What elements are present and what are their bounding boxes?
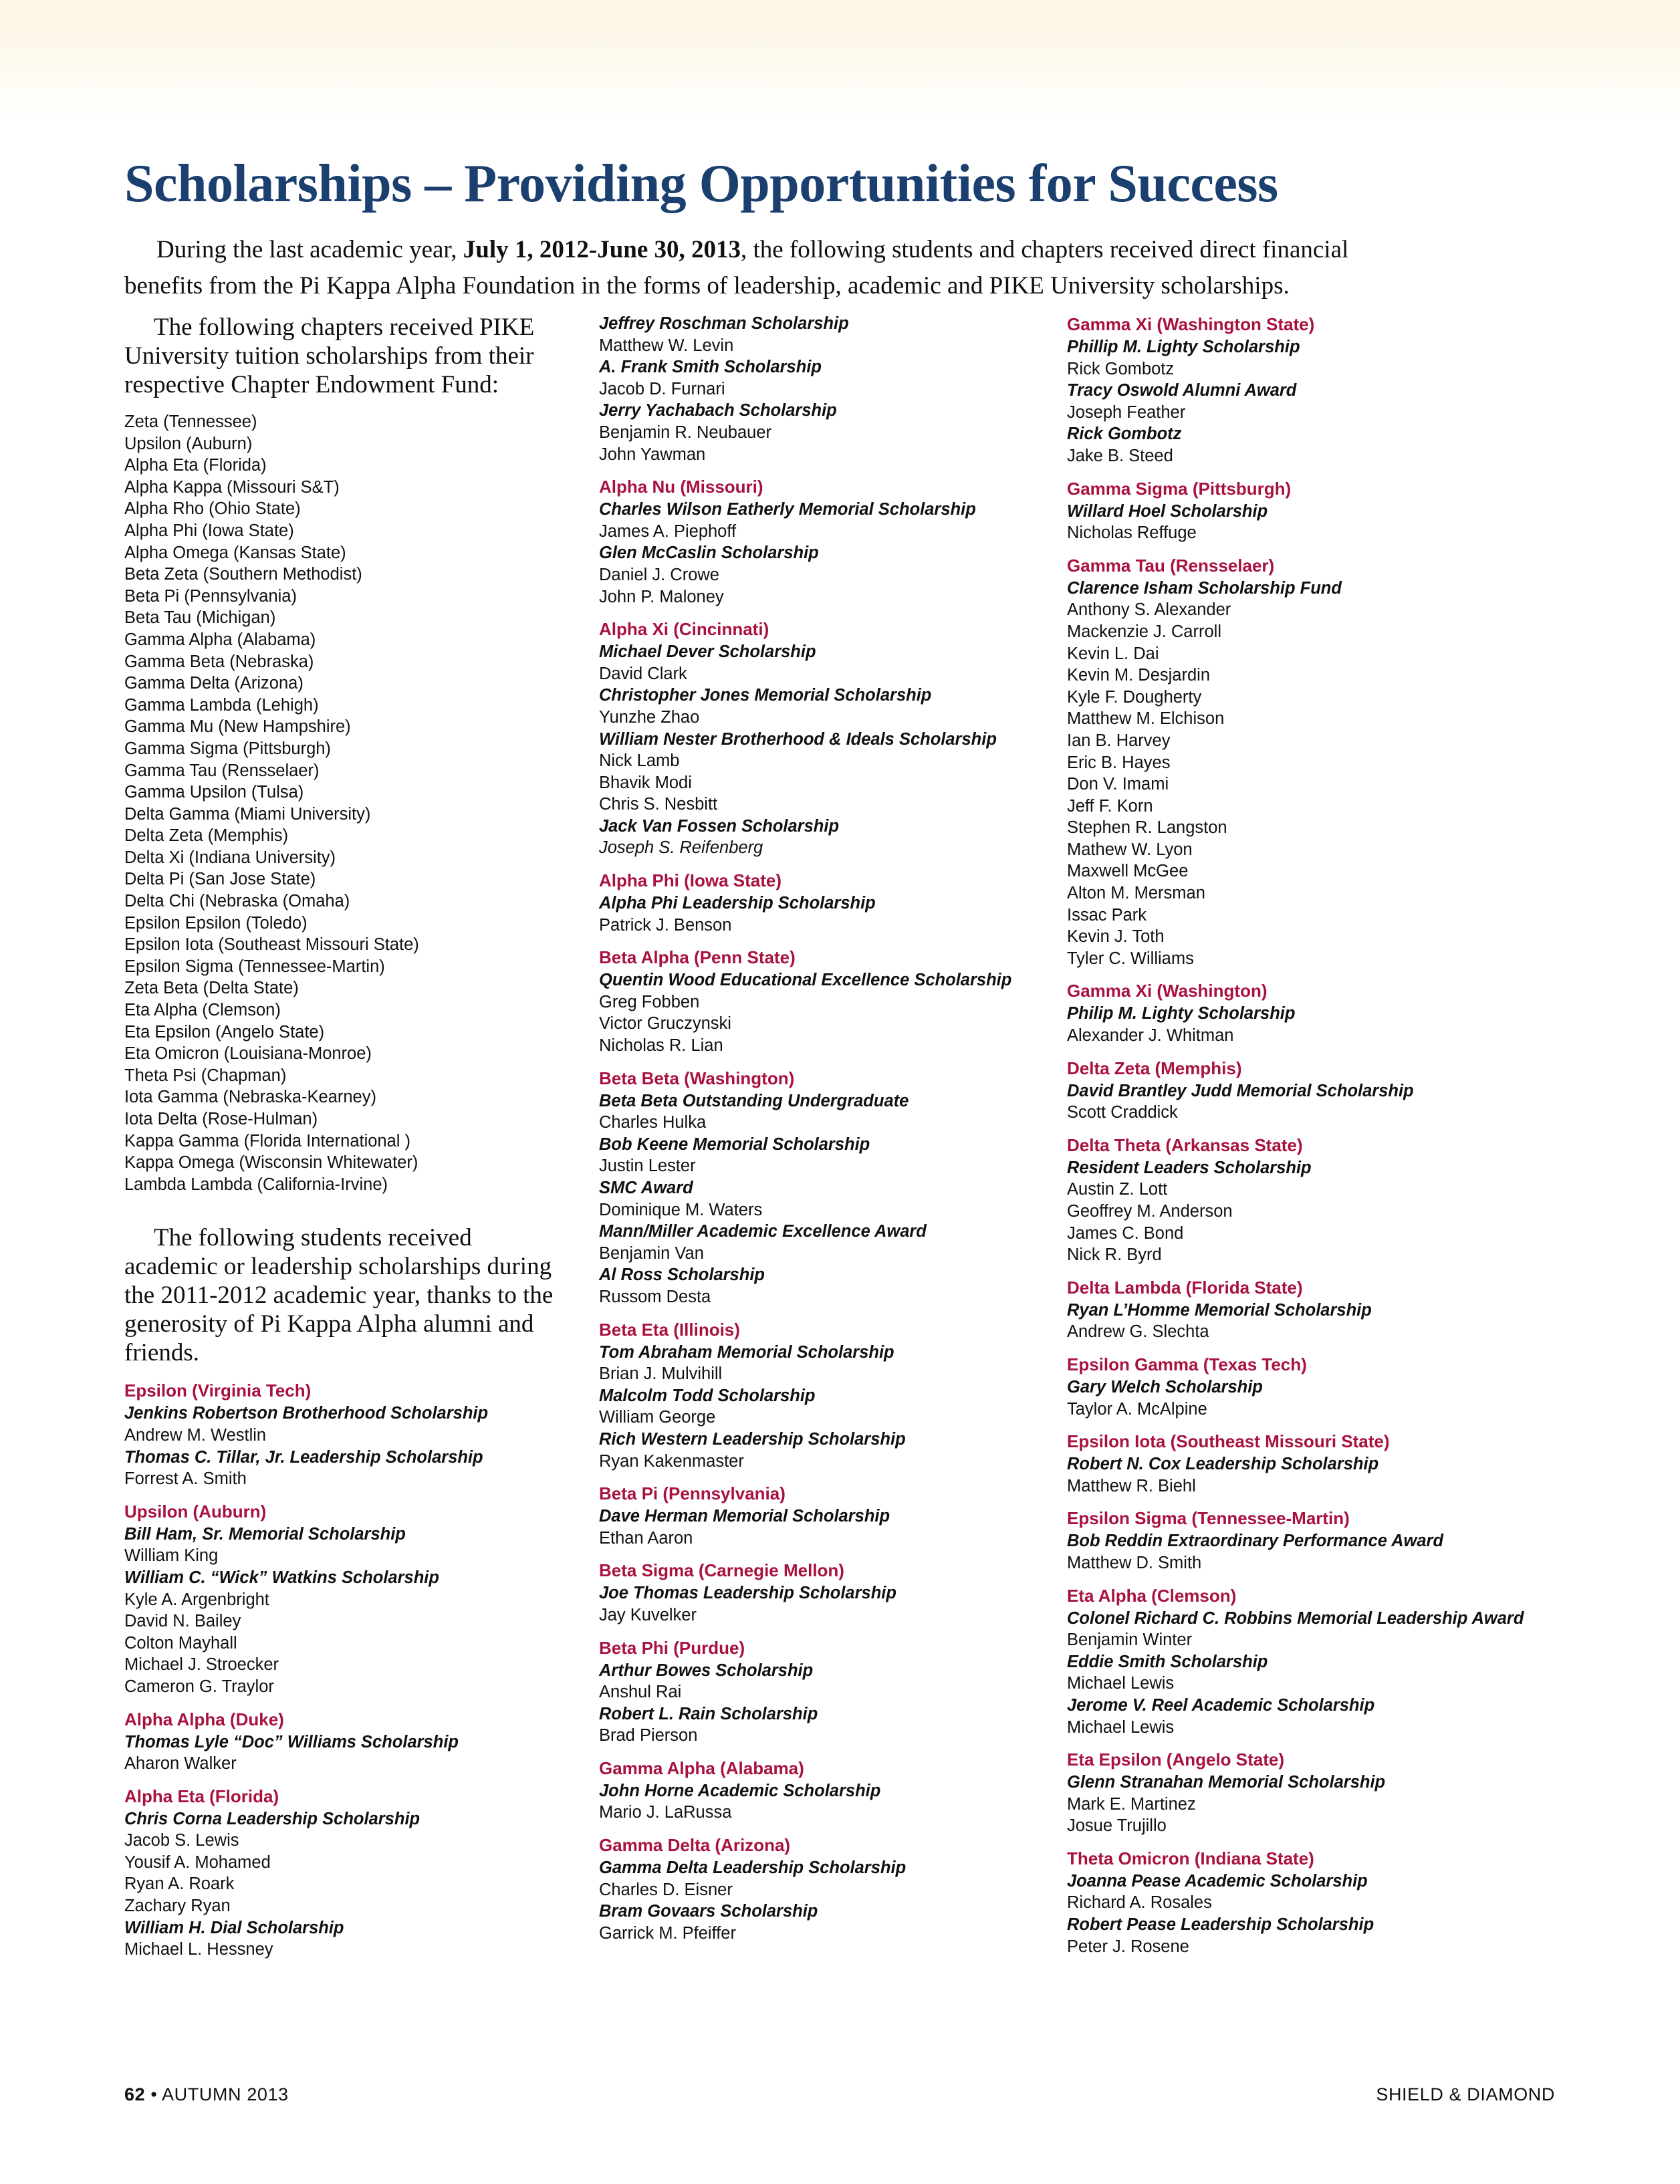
chapter-list-item: Epsilon Iota (Southeast Missouri State): [124, 935, 419, 955]
scholarship-name: Jeffrey Roschman Scholarship: [599, 314, 849, 333]
recipient-name: Patrick J. Benson: [599, 915, 732, 935]
recipient-name: Michael J. Stroecker: [124, 1655, 279, 1675]
chapter-award-group: [599, 1067, 1047, 1308]
recipient-name: Michael Lewis: [1067, 1674, 1175, 1693]
chapter-list-item: Alpha Phi (Iowa State): [124, 521, 294, 540]
scholarship-name: Willard Hoel Scholarship: [1067, 501, 1268, 521]
recipient-name: Joseph S. Reifenberg: [599, 838, 763, 858]
recipient-name: Anthony S. Alexander: [1067, 600, 1231, 620]
chapter-award-group: [599, 475, 1047, 608]
scholarship-name: SMC Award: [599, 1179, 693, 1197]
chapter-list-item: Delta Pi (San Jose State): [124, 870, 316, 889]
recipient-name: Tyler C. Williams: [1067, 949, 1194, 968]
chapter-award-group: [124, 1379, 566, 1489]
chapter-list-item: Epsilon Epsilon (Toledo): [124, 913, 308, 933]
recipient-name: Alexander J. Whitman: [1067, 1026, 1234, 1046]
recipient-name: Geoffrey M. Anderson: [1067, 1202, 1233, 1221]
chapter-heading: Delta Zeta (Memphis): [1067, 1058, 1242, 1078]
chapter-heading: Eta Alpha (Clemson): [1067, 1585, 1237, 1606]
chapter-heading: Upsilon (Auburn): [124, 1501, 267, 1522]
scholarship-name: William Nester Brotherhood & Ideals Scholarship: [599, 729, 997, 749]
page-footer: [124, 2084, 1555, 2111]
scholarship-name: Chris Corna Leadership Scholarship: [124, 1809, 421, 1828]
recipient-name: Michael L. Hessney: [124, 1940, 273, 1959]
footer-page-info: [124, 2084, 289, 2105]
chapter-award-group: [1067, 313, 1535, 467]
chapter-list-item: Zeta (Tennessee): [124, 412, 257, 431]
chapter-heading: Alpha Eta (Florida): [124, 1786, 279, 1806]
intro-text-pre: During the last academic year,: [156, 236, 463, 263]
chapter-list-item: Gamma Beta (Nebraska): [124, 652, 314, 671]
recipient-name: Richard A. Rosales: [1067, 1893, 1212, 1913]
recipient-name: Benjamin Van: [599, 1243, 704, 1263]
chapter-list-item: Delta Zeta (Memphis): [124, 826, 289, 846]
scholarship-name: William C. “Wick” Watkins Scholarship: [124, 1568, 439, 1587]
recipient-name: John P. Maloney: [599, 587, 724, 606]
recipient-name: Nicholas R. Lian: [599, 1036, 723, 1056]
footer-publication-name: SHIELD & DIAMOND: [1376, 2084, 1555, 2104]
chapter-list-item: Iota Delta (Rose-Hulman): [124, 1110, 318, 1128]
intro-paragraph: [124, 232, 1428, 304]
chapter-heading: Epsilon Gamma (Texas Tech): [1067, 1354, 1307, 1374]
lead-paragraph-students: The following students received academic or leadership scholarships during the 2011-2012 academic year, thanks to the generosity of Pi Kappa Alpha alumni and friends.: [124, 1224, 554, 1367]
chapter-heading: Beta Phi (Purdue): [599, 1637, 745, 1658]
recipient-name: Ian B. Harvey: [1067, 731, 1171, 750]
chapter-award-group: [1067, 1430, 1535, 1497]
recipient-name: Josue Trujillo: [1067, 1816, 1167, 1836]
chapter-list-item: Gamma Lambda (Lehigh): [124, 695, 319, 715]
chapter-list-item: Gamma Sigma (Pittsburgh): [124, 739, 331, 758]
recipient-name: Benjamin R. Neubauer: [599, 422, 771, 442]
chapter-list-item: Kappa Gamma (Florida International ): [124, 1131, 411, 1150]
scholarship-name: Michael Dever Scholarship: [599, 642, 816, 662]
recipient-name: Victor Gruczynski: [599, 1014, 731, 1034]
recipient-name: Brian J. Mulvihill: [599, 1364, 723, 1384]
column-two-award-groups: [599, 313, 1047, 1944]
chapter-list-item: Gamma Mu (New Hampshire): [124, 717, 351, 737]
recipient-name: Mathew W. Lyon: [1067, 840, 1193, 859]
scholarship-name: Robert L. Rain Scholarship: [599, 1704, 818, 1723]
chapter-award-group: [1067, 979, 1535, 1046]
scholarship-name: Quentin Wood Educational Excellence Scholarship: [599, 971, 1012, 990]
recipient-name: Mario J. LaRussa: [599, 1803, 732, 1822]
scholarship-name: Glenn Stranahan Memorial Scholarship: [1067, 1773, 1386, 1792]
recipient-name: Andrew M. Westlin: [124, 1425, 267, 1445]
recipient-name: Kevin J. Toth: [1067, 927, 1165, 947]
chapter-list-item: Gamma Alpha (Alabama): [124, 630, 316, 649]
chapter-award-group: [599, 946, 1047, 1056]
chapter-list-item: Eta Alpha (Clemson): [124, 1001, 281, 1020]
chapter-heading: Delta Lambda (Florida State): [1067, 1277, 1303, 1298]
recipient-name: Russom Desta: [599, 1287, 711, 1306]
scholarship-name: Dave Herman Memorial Scholarship: [599, 1507, 890, 1526]
scholarship-name: Al Ross Scholarship: [599, 1265, 765, 1285]
scholarship-name: Jenkins Robertson Brotherhood Scholarship: [124, 1404, 489, 1423]
recipient-name: James A. Piephoff: [599, 521, 737, 541]
chapter-list-item: Delta Xi (Indiana University): [124, 848, 336, 867]
recipient-name: Colton Mayhall: [124, 1633, 237, 1653]
recipient-name: Jeff F. Korn: [1067, 796, 1153, 816]
chapter-list-item: Eta Epsilon (Angelo State): [124, 1022, 325, 1042]
recipient-name: Jay Kuvelker: [599, 1605, 697, 1624]
chapter-heading: Gamma Xi (Washington): [1067, 981, 1268, 1001]
recipient-name: Jake B. Steed: [1067, 446, 1173, 465]
recipient-name: Jacob D. Furnari: [599, 379, 725, 398]
chapter-list-item: Theta Psi (Chapman): [124, 1066, 287, 1085]
recipient-name: Nicholas Reffuge: [1067, 523, 1197, 543]
recipient-name: Yousif A. Mohamed: [124, 1852, 271, 1872]
scholarship-name: Christopher Jones Memorial Scholarship: [599, 686, 932, 705]
chapter-heading: Epsilon Iota (Southeast Missouri State): [1067, 1431, 1390, 1452]
scholarship-name: Robert N. Cox Leadership Scholarship: [1067, 1455, 1379, 1474]
chapter-heading: Gamma Alpha (Alabama): [599, 1757, 804, 1778]
recipient-name: David N. Bailey: [124, 1612, 241, 1631]
chapter-heading: Epsilon (Virginia Tech): [124, 1380, 312, 1401]
footer-page-number: 62: [124, 2084, 146, 2104]
chapter-award-group: [1067, 1134, 1535, 1266]
scholarship-name: Bill Ham, Sr. Memorial Scholarship: [124, 1524, 406, 1544]
scholarship-name: Phillip M. Lighty Scholarship: [1067, 338, 1300, 356]
recipient-name: Aharon Walker: [124, 1754, 237, 1774]
chapter-list-item: Alpha Eta (Florida): [124, 456, 267, 475]
recipient-name: Garrick M. Pfeiffer: [599, 1923, 736, 1943]
recipient-name: Justin Lester: [599, 1157, 696, 1176]
scholarship-name: Glen McCaslin Scholarship: [599, 543, 819, 563]
chapter-list-item: Gamma Tau (Rensselaer): [124, 761, 320, 780]
scholarship-name: Gamma Delta Leadership Scholarship: [599, 1858, 907, 1878]
chapter-award-group: [124, 1708, 566, 1775]
chapter-list-item: Zeta Beta (Delta State): [124, 979, 299, 998]
recipient-name: Issac Park: [1067, 905, 1147, 925]
recipient-name: Mark E. Martinez: [1067, 1794, 1196, 1814]
pike-university-chapter-list: [124, 411, 566, 1195]
recipient-name: Cameron G. Traylor: [124, 1677, 274, 1696]
chapter-award-group: [599, 1757, 1047, 1824]
recipient-name: Bhavik Modi: [599, 773, 692, 792]
chapter-award-group: [599, 1834, 1047, 1944]
scholarship-name: Eddie Smith Scholarship: [1067, 1652, 1268, 1671]
recipient-name: Yunzhe Zhao: [599, 707, 700, 727]
scholarship-name: Alpha Phi Leadership Scholarship: [599, 894, 876, 913]
scholarship-name: Jack Van Fossen Scholarship: [599, 816, 840, 836]
recipient-name: Kevin L. Dai: [1067, 644, 1159, 663]
chapter-award-group: [599, 1318, 1047, 1473]
chapter-heading: Alpha Alpha (Duke): [124, 1709, 284, 1729]
chapter-award-group: [1067, 1507, 1535, 1574]
chapter-heading: Epsilon Sigma (Tennessee-Martin): [1067, 1508, 1350, 1529]
scholarship-name: Robert Pease Leadership Scholarship: [1067, 1915, 1374, 1935]
recipient-name: Forrest A. Smith: [124, 1469, 247, 1489]
column-three-award-groups: [1067, 313, 1535, 1957]
chapter-heading: Beta Sigma (Carnegie Mellon): [599, 1560, 844, 1581]
scholarship-name: Jerry Yachabach Scholarship: [599, 401, 837, 420]
scholarship-name: Colonel Richard C. Robbins Memorial Leadership Award: [1067, 1608, 1524, 1628]
scholarship-name: Gary Welch Scholarship: [1067, 1377, 1263, 1397]
chapter-heading: Gamma Delta (Arizona): [599, 1835, 791, 1856]
chapter-award-group: [599, 1559, 1047, 1626]
column-one-award-groups: [124, 1379, 566, 1960]
recipient-name: Austin Z. Lott: [1067, 1180, 1168, 1199]
chapter-award-group: [599, 1482, 1047, 1549]
chapter-award-group: [1067, 1353, 1535, 1420]
recipient-name: Joseph Feather: [1067, 402, 1186, 422]
recipient-name: Ryan Kakenmaster: [599, 1451, 744, 1471]
recipient-name: Alton M. Mersman: [1067, 884, 1205, 903]
chapter-award-group: [599, 869, 1047, 936]
chapter-award-group: [1067, 1584, 1535, 1739]
chapter-list-item: Beta Zeta (Southern Methodist): [124, 565, 362, 584]
chapter-heading: Gamma Tau (Rensselaer): [1067, 555, 1275, 576]
scholarship-name: Ryan L’Homme Memorial Scholarship: [1067, 1300, 1372, 1320]
three-column-body: [124, 313, 1562, 1997]
recipient-name: Michael Lewis: [1067, 1717, 1175, 1737]
recipient-name: William King: [124, 1546, 219, 1566]
chapter-award-group: [1067, 554, 1535, 970]
recipient-name: Nick Lamb: [599, 751, 680, 771]
chapter-heading: Gamma Xi (Washington State): [1067, 314, 1315, 334]
chapter-heading: Beta Alpha (Penn State): [599, 947, 796, 968]
scholarship-name: William H. Dial Scholarship: [124, 1918, 344, 1937]
scholarship-name: Jerome V. Reel Academic Scholarship: [1067, 1695, 1375, 1715]
recipient-name: Zachary Ryan: [124, 1897, 231, 1916]
chapter-list-item: Epsilon Sigma (Tennessee-Martin): [124, 957, 385, 976]
page-title: Scholarships – Providing Opportunities for Success: [124, 154, 1278, 213]
chapter-award-group: [599, 313, 1047, 465]
chapter-heading: Eta Epsilon (Angelo State): [1067, 1749, 1285, 1770]
recipient-name: Matthew R. Biehl: [1067, 1476, 1196, 1495]
chapter-award-group: [1067, 1847, 1535, 1957]
footer-issue: AUTUMN 2013: [162, 2084, 289, 2104]
recipient-name: William George: [599, 1408, 716, 1427]
chapter-list-item: Alpha Omega (Kansas State): [124, 543, 346, 562]
chapter-award-group: [599, 1636, 1047, 1747]
scholarship-name: Arthur Bowes Scholarship: [599, 1661, 814, 1680]
scholarship-name: Beta Beta Outstanding Undergraduate: [599, 1091, 909, 1110]
recipient-name: Jacob S. Lewis: [124, 1831, 239, 1850]
chapter-heading: Theta Omicron (Indiana State): [1067, 1848, 1314, 1868]
chapter-heading: Alpha Phi (Iowa State): [599, 870, 782, 891]
recipient-name: Mackenzie J. Carroll: [1067, 622, 1221, 641]
footer-separator: •: [145, 2084, 162, 2104]
recipient-name: Kevin M. Desjardin: [1067, 666, 1210, 685]
chapter-list-item: Alpha Kappa (Missouri S&T): [124, 477, 340, 497]
recipient-name: James C. Bond: [1067, 1223, 1184, 1243]
recipient-name: Eric B. Hayes: [1067, 753, 1171, 772]
recipient-name: Dominique M. Waters: [599, 1200, 763, 1219]
chapter-award-group: [1067, 477, 1535, 544]
scholarship-name: David Brantley Judd Memorial Scholarship: [1067, 1081, 1414, 1100]
recipient-name: Peter J. Rosene: [1067, 1937, 1189, 1956]
chapter-list-item: Delta Gamma (Miami University): [124, 804, 371, 824]
recipient-name: Rick Gombotz: [1067, 359, 1175, 378]
chapter-heading: Alpha Xi (Cincinnati): [599, 619, 769, 640]
chapter-award-group: [599, 618, 1047, 859]
chapter-list-item: Eta Omicron (Louisiana-Monroe): [124, 1044, 372, 1064]
recipient-name: Ryan A. Roark: [124, 1874, 235, 1894]
scholarship-name: John Horne Academic Scholarship: [599, 1781, 881, 1800]
recipient-name: Daniel J. Crowe: [599, 565, 719, 584]
scholarship-name: Resident Leaders Scholarship: [1067, 1158, 1312, 1177]
recipient-name: Benjamin Winter: [1067, 1630, 1193, 1650]
scholarship-name: Malcolm Todd Scholarship: [599, 1386, 816, 1405]
scholarship-name: Joe Thomas Leadership Scholarship: [599, 1584, 896, 1603]
recipient-name: Matthew M. Elchison: [1067, 709, 1225, 729]
scholarship-name: Bob Reddin Extraordinary Performance Award: [1067, 1532, 1444, 1551]
scholarship-name: Rich Western Leadership Scholarship: [599, 1429, 906, 1449]
scholarship-name: Joanna Pease Academic Scholarship: [1067, 1871, 1368, 1891]
recipient-name: Kyle F. Dougherty: [1067, 687, 1202, 707]
scholarship-name: Tom Abraham Memorial Scholarship: [599, 1342, 894, 1362]
chapter-heading: Gamma Sigma (Pittsburgh): [1067, 478, 1292, 499]
recipient-name: Matthew D. Smith: [1067, 1553, 1202, 1572]
chapter-list-item: Delta Chi (Nebraska (Omaha): [124, 892, 350, 911]
chapter-heading: Beta Beta (Washington): [599, 1068, 795, 1088]
chapter-list-item: Beta Pi (Pennsylvania): [124, 586, 297, 606]
chapter-heading: Alpha Nu (Missouri): [599, 477, 763, 497]
chapter-list-item: Kappa Omega (Wisconsin Whitewater): [124, 1153, 418, 1173]
scholarship-name: Tracy Oswold Alumni Award: [1067, 381, 1297, 400]
chapter-heading: Delta Theta (Arkansas State): [1067, 1134, 1303, 1155]
recipient-name: Charles D. Eisner: [599, 1880, 733, 1899]
scholarship-name: Thomas Lyle “Doc” Williams Scholarship: [124, 1732, 459, 1751]
recipient-name: Anshul Rai: [599, 1683, 682, 1702]
chapter-heading: Beta Pi (Pennsylvania): [599, 1483, 786, 1504]
recipient-name: Chris S. Nesbitt: [599, 795, 718, 814]
scholarship-name: Philip M. Lighty Scholarship: [1067, 1004, 1296, 1023]
column-one: [124, 313, 566, 1971]
recipient-name: Taylor A. McAlpine: [1067, 1399, 1207, 1419]
recipient-name: Ethan Aaron: [599, 1528, 693, 1548]
lead-paragraph-chapters: The following chapters received PIKE University tuition scholarships from their respective Chapter Endowment Fund:: [124, 314, 535, 398]
intro-text-post: , the following students and chapters received direct financial benefits from the Pi Kappa Alpha Foundation in the forms of leadership, academic and PIKE University scholarships.: [124, 236, 1349, 299]
column-two: [599, 313, 1047, 1954]
scholarship-name: Mann/Miller Academic Excellence Award: [599, 1222, 927, 1241]
column-three: [1067, 313, 1535, 1967]
recipient-name: Stephen R. Langston: [1067, 818, 1227, 838]
chapter-heading: Beta Eta (Illinois): [599, 1319, 740, 1340]
scholarship-name: A. Frank Smith Scholarship: [599, 358, 822, 377]
recipient-name: David Clark: [599, 664, 687, 683]
chapter-award-group: [1067, 1057, 1535, 1124]
scholarship-name: Rick Gombotz: [1067, 424, 1182, 444]
chapter-list-item: Alpha Rho (Ohio State): [124, 499, 301, 519]
chapter-award-group: [1067, 1276, 1535, 1343]
chapter-list-item: Iota Gamma (Nebraska-Kearney): [124, 1088, 376, 1107]
chapter-list-item: Gamma Delta (Arizona): [124, 674, 304, 693]
recipient-name: Don V. Imami: [1067, 775, 1169, 794]
recipient-name: Andrew G. Slechta: [1067, 1322, 1209, 1342]
chapter-list-item: Upsilon (Auburn): [124, 434, 253, 453]
recipient-name: Scott Craddick: [1067, 1103, 1178, 1122]
recipient-name: Maxwell McGee: [1067, 862, 1189, 881]
recipient-name: Matthew W. Levin: [599, 336, 734, 355]
chapter-award-group: [124, 1500, 566, 1698]
recipient-name: Kyle A. Argenbright: [124, 1590, 269, 1609]
recipient-name: Charles Hulka: [599, 1113, 707, 1132]
chapter-list-item: Beta Tau (Michigan): [124, 608, 276, 628]
chapter-list-item: Lambda Lambda (California-Irvine): [124, 1175, 388, 1194]
recipient-name: John Yawman: [599, 445, 706, 464]
recipient-name: Nick R. Byrd: [1067, 1245, 1162, 1265]
scholarship-name: Bram Govaars Scholarship: [599, 1902, 818, 1921]
chapter-award-group: [124, 1785, 566, 1961]
scholarship-name: Clarence Isham Scholarship Fund: [1067, 578, 1342, 598]
scholarship-name: Bob Keene Memorial Scholarship: [599, 1134, 870, 1154]
recipient-name: Brad Pierson: [599, 1726, 698, 1745]
scholarship-name: Thomas C. Tillar, Jr. Leadership Scholarship: [124, 1447, 483, 1467]
recipient-name: Greg Fobben: [599, 992, 700, 1011]
scholarship-name: Charles Wilson Eatherly Memorial Scholarship: [599, 500, 976, 519]
chapter-list-item: Gamma Upsilon (Tulsa): [124, 783, 304, 802]
chapter-award-group: [1067, 1748, 1535, 1837]
intro-date-range: July 1, 2012-June 30, 2013: [463, 236, 741, 263]
